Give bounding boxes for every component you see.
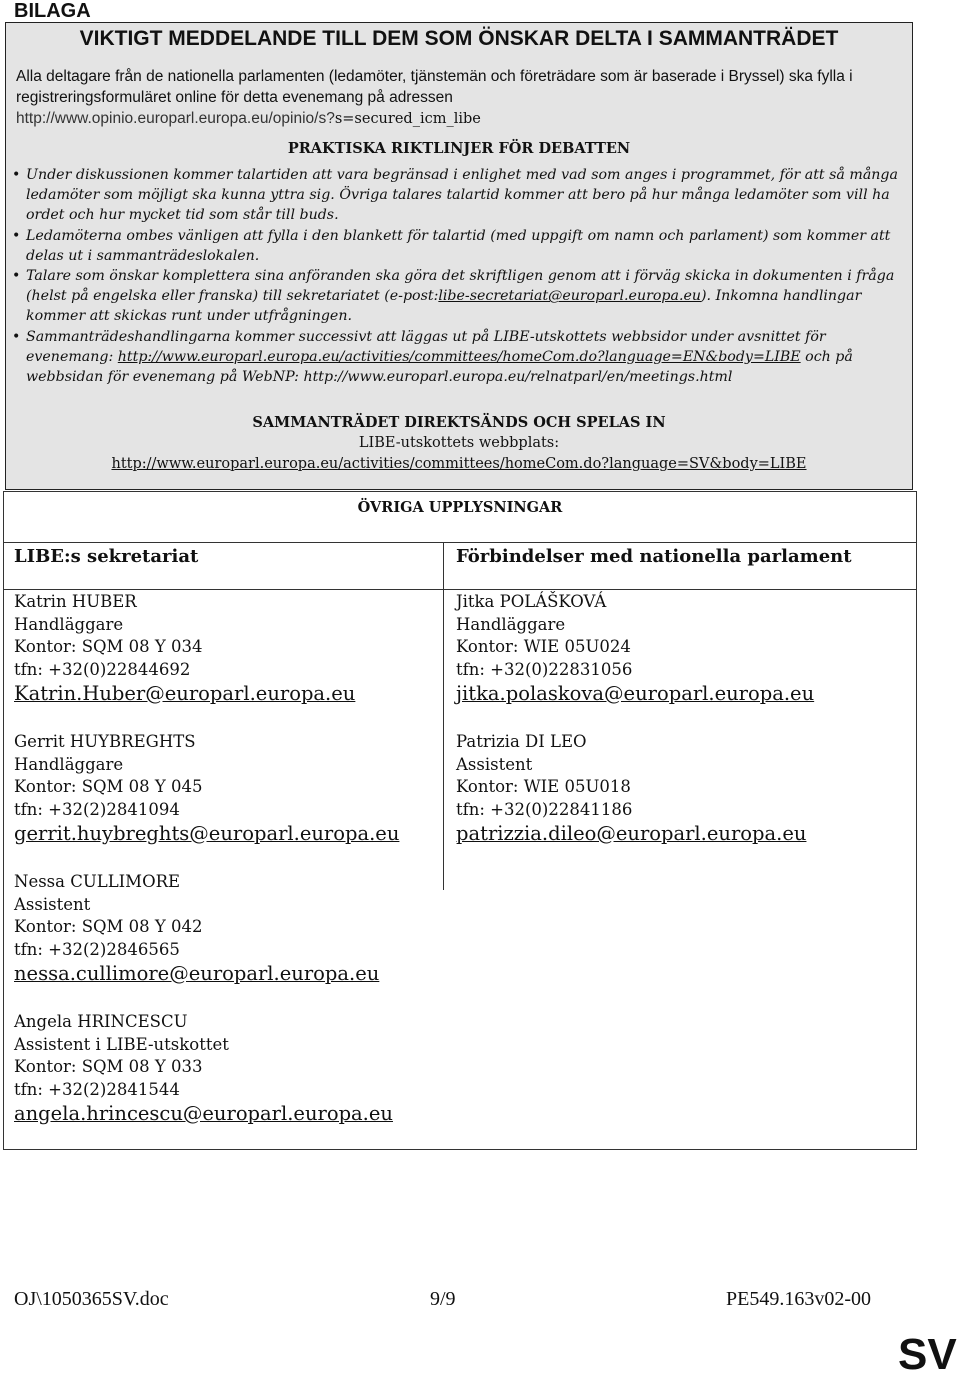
- contact-office: Kontor: WIE 05U024: [456, 637, 631, 656]
- contact-office: Kontor: SQM 08 Y 042: [14, 917, 203, 936]
- guideline-text: Sammanträdeshandlingarna kommer successivt att läggas ut på LIBE-utskottets webbsidor under avsnittet för evenemang:: [26, 328, 826, 365]
- guideline-item: [12, 226, 902, 266]
- contact-name: Jitka POLÁŠKOVÁ: [456, 592, 607, 611]
- guideline-text: Ledamöterna ombes vänligen att fylla i den blankett för talartid (med uppgift om namn och parlament) som kommer att delas ut i sammanträdeslokalen.: [26, 227, 891, 264]
- contact-role: Handläggare: [14, 614, 124, 634]
- registration-link-part-b[interactable]: s=secured_icm_libe: [334, 111, 481, 127]
- broadcast-subtitle: LIBE-utskottets webbplats:: [358, 435, 560, 451]
- contact-office: Kontor: SQM 08 Y 033: [14, 1057, 203, 1076]
- national-parliaments-heading: Förbindelser med nationella parlament: [456, 546, 852, 567]
- contact-phone: tfn: +32(0)22841186: [456, 799, 633, 819]
- contact-email-link[interactable]: patrizzia.dileo@europarl.europa.eu: [456, 822, 807, 845]
- guidelines-list: [12, 165, 902, 387]
- footer-doc-ref: OJ\1050365SV.doc: [14, 1288, 169, 1310]
- registration-intro: [16, 66, 906, 130]
- contact-name: Patrizia DI LEO: [456, 732, 587, 751]
- contact-card: [14, 871, 379, 987]
- contact-role: Assistent: [14, 894, 91, 914]
- guideline-text: och på webbsidan för evenemang på WebNP: http://www.europarl.europa.eu/relnatparl/en/meetings.html: [26, 348, 853, 386]
- broadcast-block: [0, 412, 918, 475]
- contact-role: Handläggare: [456, 614, 566, 634]
- contact-email-link[interactable]: jitka.polaskova@europarl.europa.eu: [456, 682, 815, 705]
- notice-title: VIKTIGT MEDDELANDE TILL DEM SOM ÖNSKAR DELTA I SAMMANTRÄDET: [79, 27, 839, 50]
- contact-email-link[interactable]: Katrin.Huber@europarl.europa.eu: [14, 682, 356, 705]
- contact-card: [14, 1011, 393, 1127]
- broadcast-title: SAMMANTRÄDET DIREKTSÄNDS OCH SPELAS IN: [252, 414, 666, 431]
- contact-card: [456, 591, 814, 707]
- contact-phone: tfn: +32(2)2841544: [14, 1079, 180, 1099]
- guideline-item: [12, 266, 902, 327]
- contact-office: Kontor: SQM 08 Y 045: [14, 777, 203, 796]
- contact-phone: tfn: +32(0)22844692: [14, 659, 191, 679]
- contact-email-link[interactable]: gerrit.huybreghts@europarl.europa.eu: [14, 822, 400, 845]
- info-header: ÖVRIGA UPPLYSNINGAR: [3, 491, 917, 543]
- guideline-text: ). Inkomna handlingar kommer att skickas runt under utfrågningen.: [26, 288, 862, 325]
- committee-en-link[interactable]: http://www.europarl.europa.eu/activities/committees/homeCom.do?language=EN&body=LIBE: [117, 348, 801, 365]
- guidelines-heading: PRAKTISKA RIKTLINJER FÖR DEBATTEN: [287, 140, 631, 157]
- contact-email-link[interactable]: angela.hrincescu@europarl.europa.eu: [14, 1102, 393, 1125]
- footer-pe-ref: PE549.163v02-00: [726, 1288, 871, 1310]
- contact-name: Katrin HUBER: [14, 592, 137, 611]
- column-divider: [443, 542, 444, 890]
- contact-phone: tfn: +32(2)2846565: [14, 939, 180, 959]
- guideline-text: Under diskussionen kommer talartiden att vara begränsad i enlighet med vad som anges i programmet, för att så många ledamöter som möjligt ska kunna yttra sig. Övriga talares talartid kommer att bero på hur många ledamöter som vill ha ordet och hur mycket tid som står till buds.: [26, 167, 898, 224]
- footer-page-number: 9/9: [430, 1288, 456, 1310]
- contact-email-link[interactable]: nessa.cullimore@europarl.europa.eu: [14, 962, 380, 985]
- contact-name: Nessa CULLIMORE: [14, 872, 181, 891]
- contact-name: Angela HRINCESCU: [14, 1012, 188, 1031]
- annex-label: BILAGA: [14, 0, 91, 22]
- intro-text: Alla deltagare från de nationella parlamenten (ledamöter, tjänstemän och företrädare som är baserade i Bryssel) ska fylla i registreringsformuläret online för detta evenemang på adressen: [16, 68, 853, 106]
- subheading-divider: [3, 589, 917, 590]
- contact-phone: tfn: +32(0)22831056: [456, 659, 633, 679]
- contact-name: Gerrit HUYBREGHTS: [14, 732, 196, 751]
- contact-office: Kontor: SQM 08 Y 034: [14, 637, 203, 656]
- contact-role: Assistent: [456, 754, 533, 774]
- contact-phone: tfn: +32(2)2841094: [14, 799, 180, 819]
- libe-secretariat-heading: LIBE:s sekretariat: [14, 546, 199, 567]
- committee-sv-link[interactable]: http://www.europarl.europa.eu/activities/committees/homeCom.do?language=SV&body=LIBE: [111, 456, 807, 472]
- contact-office: Kontor: WIE 05U018: [456, 777, 631, 796]
- contact-card: [14, 591, 355, 707]
- guideline-item: [12, 327, 902, 388]
- guideline-text: Talare som önskar komplettera sina anföranden ska göra det skriftligen genom att i förväg skicka in dokumenten i fråga (helst på engelska eller franska) till sekretariatet (e-post:: [26, 268, 895, 305]
- contact-card: [14, 731, 399, 847]
- guideline-item: [12, 165, 902, 226]
- contact-card: [456, 731, 806, 847]
- contact-role: Handläggare: [14, 754, 124, 774]
- contact-role: Assistent i LIBE-utskottet: [14, 1034, 229, 1054]
- registration-link-part-a[interactable]: http://www.opinio.europarl.europa.eu/opinio/s?: [16, 110, 335, 127]
- language-mark: SV: [898, 1330, 957, 1379]
- secretariat-email-link[interactable]: libe-secretariat@europarl.europa.eu: [438, 288, 702, 305]
